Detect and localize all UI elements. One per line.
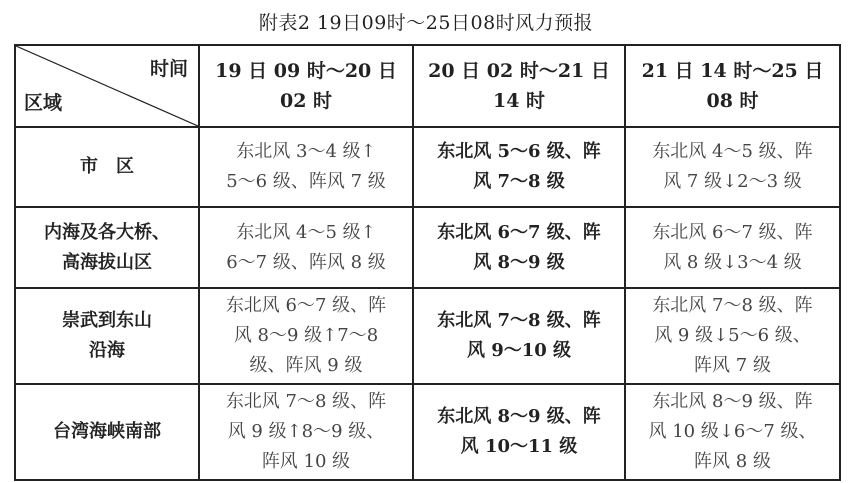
forecast-cell-p2: 东北风 8～9 级、阵 风 10～11 级 <box>413 384 625 480</box>
forecast-cell-p2: 东北风 6～7 级、阵 风 8～9 级 <box>413 207 625 288</box>
region-cell: 内海及各大桥、 高海拔山区 <box>15 207 199 288</box>
period-header-3: 21 日 14 时～25 日 08 时 <box>625 45 840 127</box>
forecast-cell-p2: 东北风 5～6 级、阵 风 7～8 级 <box>413 127 625 207</box>
table-row <box>15 127 840 207</box>
header-row <box>15 45 840 127</box>
period-header-1: 19 日 09 时～20 日 02 时 <box>199 45 413 127</box>
forecast-cell-p1: 东北风 6～7 级、阵 风 8～9 级↑7～8 级、阵风 9 级 <box>199 288 413 384</box>
forecast-cell-p3: 东北风 4～5 级、阵 风 7 级↓2～3 级 <box>625 127 840 207</box>
corner-time-label: 时间 <box>149 58 188 80</box>
region-cell: 市 区 <box>15 127 199 207</box>
wind-forecast-table <box>14 44 841 481</box>
region-cell: 崇武到东山 沿海 <box>15 288 199 384</box>
corner-header-cell <box>15 45 199 127</box>
forecast-cell-p3: 东北风 8～9 级、阵 风 10 级↓6～7 级、 阵风 8 级 <box>625 384 840 480</box>
forecast-cell-p1: 东北风 4～5 级↑ 6～7 级、阵风 8 级 <box>199 207 413 288</box>
table-title: 附表2 19日09时～25日08时风力预报 <box>258 12 594 34</box>
period-header-2: 20 日 02 时～21 日 14 时 <box>413 45 625 127</box>
corner-region-label: 区域 <box>24 92 63 114</box>
table-row <box>15 288 840 384</box>
region-cell: 台湾海峡南部 <box>15 384 199 480</box>
forecast-cell-p3: 东北风 6～7 级、阵 风 8 级↓3～4 级 <box>625 207 840 288</box>
table-row <box>15 207 840 288</box>
forecast-cell-p1: 东北风 7～8 级、阵 风 9 级↑8～9 级、 阵风 10 级 <box>199 384 413 480</box>
forecast-cell-p2: 东北风 7～8 级、阵 风 9～10 级 <box>413 288 625 384</box>
table-row <box>15 384 840 480</box>
forecast-cell-p1: 东北风 3～4 级↑ 5～6 级、阵风 7 级 <box>199 127 413 207</box>
forecast-cell-p3: 东北风 7～8 级、阵 风 9 级↓5～6 级、 阵风 7 级 <box>625 288 840 384</box>
